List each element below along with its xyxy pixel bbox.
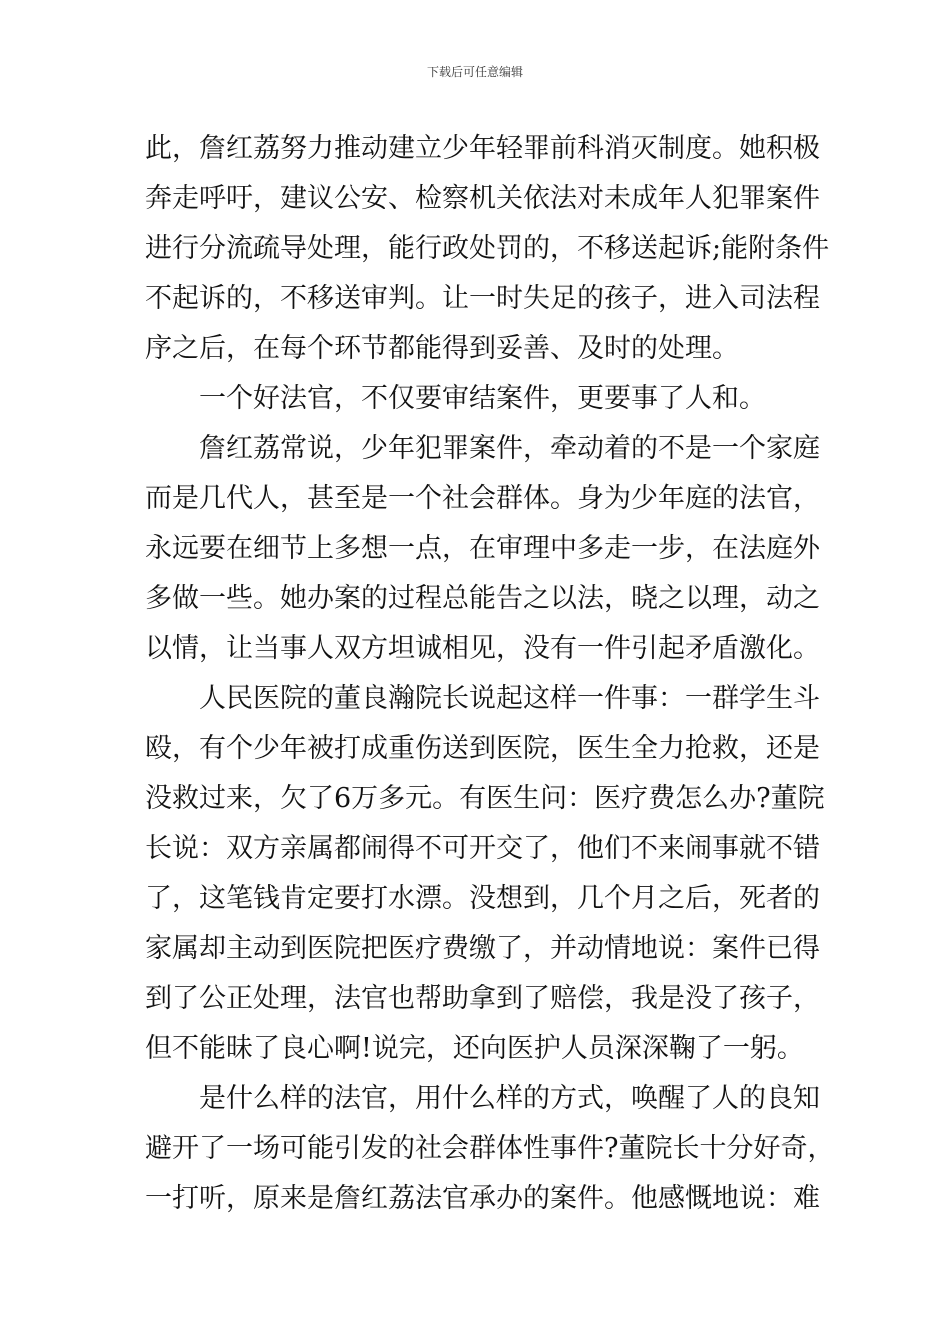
paragraph-5 (145, 1074, 835, 1224)
text-line: 了，这笔钱肯定要打水漂。没想到，几个月之后，死者的 (145, 883, 820, 914)
text-line: 多做一些。她办案的过程总能告之以法，晓之以理，动之 (145, 583, 820, 614)
text-line: 进行分流疏导处理，能行政处罚的，不移送起诉;能附条件 (145, 233, 830, 264)
page-header: 下载后可任意编辑 (426, 65, 523, 79)
text-line: 到了公正处理，法官也帮助拿到了赔偿，我是没了孩子， (145, 983, 820, 1014)
text-line: 永远要在细节上多想一点，在审理中多走一步，在法庭外 (145, 533, 820, 564)
text-line: 一个好法官，不仅要审结案件，更要事了人和。 (199, 383, 766, 414)
document-body (145, 124, 835, 1224)
text-line: 不起诉的，不移送审判。让一时失足的孩子，进入司法程 (145, 283, 820, 314)
text-line: 一打听，原来是詹红荔法官承办的案件。他感慨地说：难 (145, 1183, 820, 1214)
paragraph-2 (145, 374, 807, 424)
text-line: 以情，让当事人双方坦诚相见，没有一件引起矛盾激化。 (145, 633, 820, 664)
text-line: 序之后，在每个环节都能得到妥善、及时的处理。 (145, 333, 739, 364)
text-line: 殴，有个少年被打成重伤送到医院，医生全力抢救，还是 (145, 733, 820, 764)
paragraph-4 (145, 674, 825, 1074)
text-line: 但不能昧了良心啊!说完，还向医护人员深深鞠了一躬。 (145, 1033, 804, 1064)
text-line: 此，詹红荔努力推动建立少年轻罪前科消灭制度。她积极 (145, 133, 820, 164)
text-line: 家属却主动到医院把医疗费缴了，并动情地说：案件已得 (145, 933, 820, 964)
text-line: 而是几代人，甚至是一个社会群体。身为少年庭的法官， (145, 483, 820, 514)
text-line: 奔走呼吁，建议公安、检察机关依法对未成年人犯罪案件 (145, 183, 820, 214)
text-line: 长说：双方亲属都闹得不可开交了，他们不来闹事就不错 (145, 833, 820, 864)
text-line: 是什么样的法官，用什么样的方式，唤醒了人的良知 (199, 1083, 820, 1114)
text-line: 詹红荔常说，少年犯罪案件，牵动着的不是一个家庭 (199, 433, 820, 464)
text-line: 没救过来，欠了6万多元。有医生问：医疗费怎么办?董院 (145, 783, 825, 814)
paragraph-1 (145, 124, 830, 374)
text-line: 人民医院的董良瀚院长说起这样一件事：一群学生斗 (199, 683, 820, 714)
paragraph-3 (145, 424, 820, 674)
text-line: 避开了一场可能引发的社会群体性事件?董院长十分好奇， (145, 1133, 835, 1164)
